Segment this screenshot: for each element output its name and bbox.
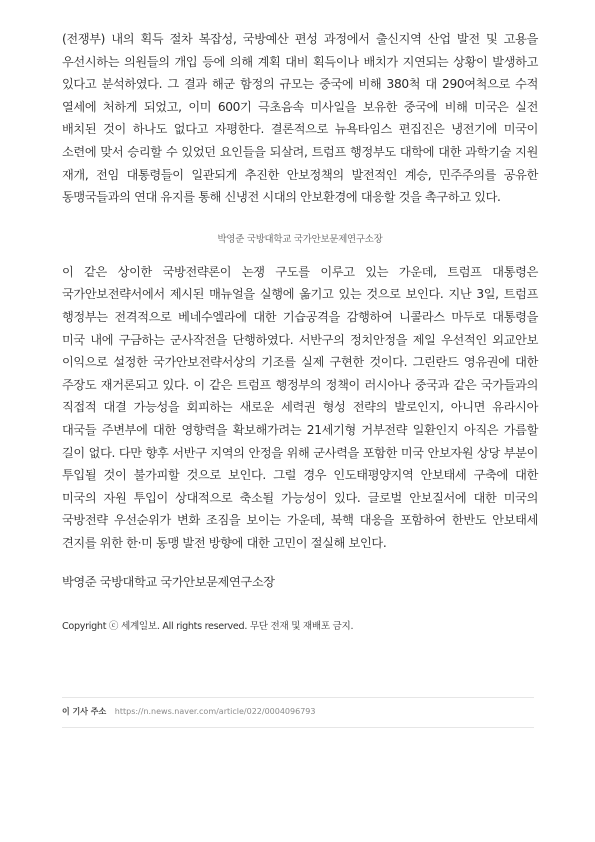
photo-caption: 박영준 국방대학교 국가안보문제연구소장 [217, 233, 383, 245]
footer-divider [62, 727, 534, 728]
article-address [62, 706, 534, 718]
article-body [62, 28, 538, 634]
author-byline: 박영준 국방대학교 국가안보문제연구소장 [62, 575, 275, 590]
article-address-link[interactable]: https://n.news.naver.com/article/022/0004096793 [114, 707, 316, 716]
article-address-label: 이 기사 주소 [62, 707, 107, 716]
article-paragraph: 이 같은 상이한 국방전략론이 논쟁 구도를 이루고 있는 가운데, 트럼프 대통령은 국가안보전략서에서 제시된 매뉴얼을 실행에 옮기고 있는 것으로 보인다. 지난 3일, 트럼프 행정부는 전격적으로 베네수엘라에 대한 기습공격을 감행하여 니콜라스 마두로 대통령을 미국 내에 구금하는 군사작전을 단행하였다. 서반구의 정치안정을 제일 우선적인 외교안보 이익으로 설정한 국가안보전략서상의 기조를 실제 구현한 것이다. 그린란드 영유권에 대한 주장도 재거론되고 있다. 이 같은 트럼프 행정부의 정책이 러시아나 중국과 같은 국가들과의 직접적 대결 가능성을 회피하는 새로운 세력권 형성 전략의 발로인지, 아니면 유라시아 대국들 주변부에 대한 영향력을 확보해가려는 21세기형 거부전략 일환인지 아직은 가름할 길이 없다. 다만 향후 서반구 지역의 안정을 위해 군사력을 포함한 미국 안보자원 상당 부분이 투입될 것이 불가피할 것으로 보인다. 그럴 경우 인도태평양지역 안보태세 구축에 대한 미국의 자원 투입이 상대적으로 축소될 가능성이 있다. 글로벌 안보질서에 대한 미국의 국방전략 우선순위가 변화 조짐을 보이는 가운데, 북핵 대응을 포함하여 한반도 안보태세 견지를 위한 한·미 동맹 발전 방향에 대한 고민이 절실해 보인다. [62, 264, 538, 550]
copyright-notice: Copyright ⓒ 세계일보. All rights reserved. 무단 전재 및 재배포 금지. [62, 621, 354, 633]
footer-divider [62, 697, 534, 698]
article-paragraph: (전쟁부) 내의 획득 절차 복잡성, 국방예산 편성 과정에서 출신지역 산업 발전 및 고용을 우선시하는 의원들의 개입 등에 의해 계획 대비 획득이나 배치가 지연되는 상황이 발생하고 있다고 분석하였다. 그 결과 해군 함정의 규모는 중국에 비해 380척 대 290여척으로 수적 열세에 처하게 되었고, 이미 600기 극초음속 미사일을 보유한 중국에 비해 미국은 실전 배치된 것이 하나도 없다고 자평한다. 결론적으로 뉴욕타임스 편집진은 냉전기에 미국이 소련에 맞서 승리할 수 있었던 요인들을 되살려, 트럼프 행정부도 대학에 대한 과학기술 지원 재개, 전임 대통령들이 일관되게 추진한 안보정책의 발전적인 계승, 민주주의를 공유한 동맹국들과의 연대 유지를 통해 신냉전 시대의 안보환경에 대응할 것을 촉구하고 있다. [62, 32, 538, 205]
